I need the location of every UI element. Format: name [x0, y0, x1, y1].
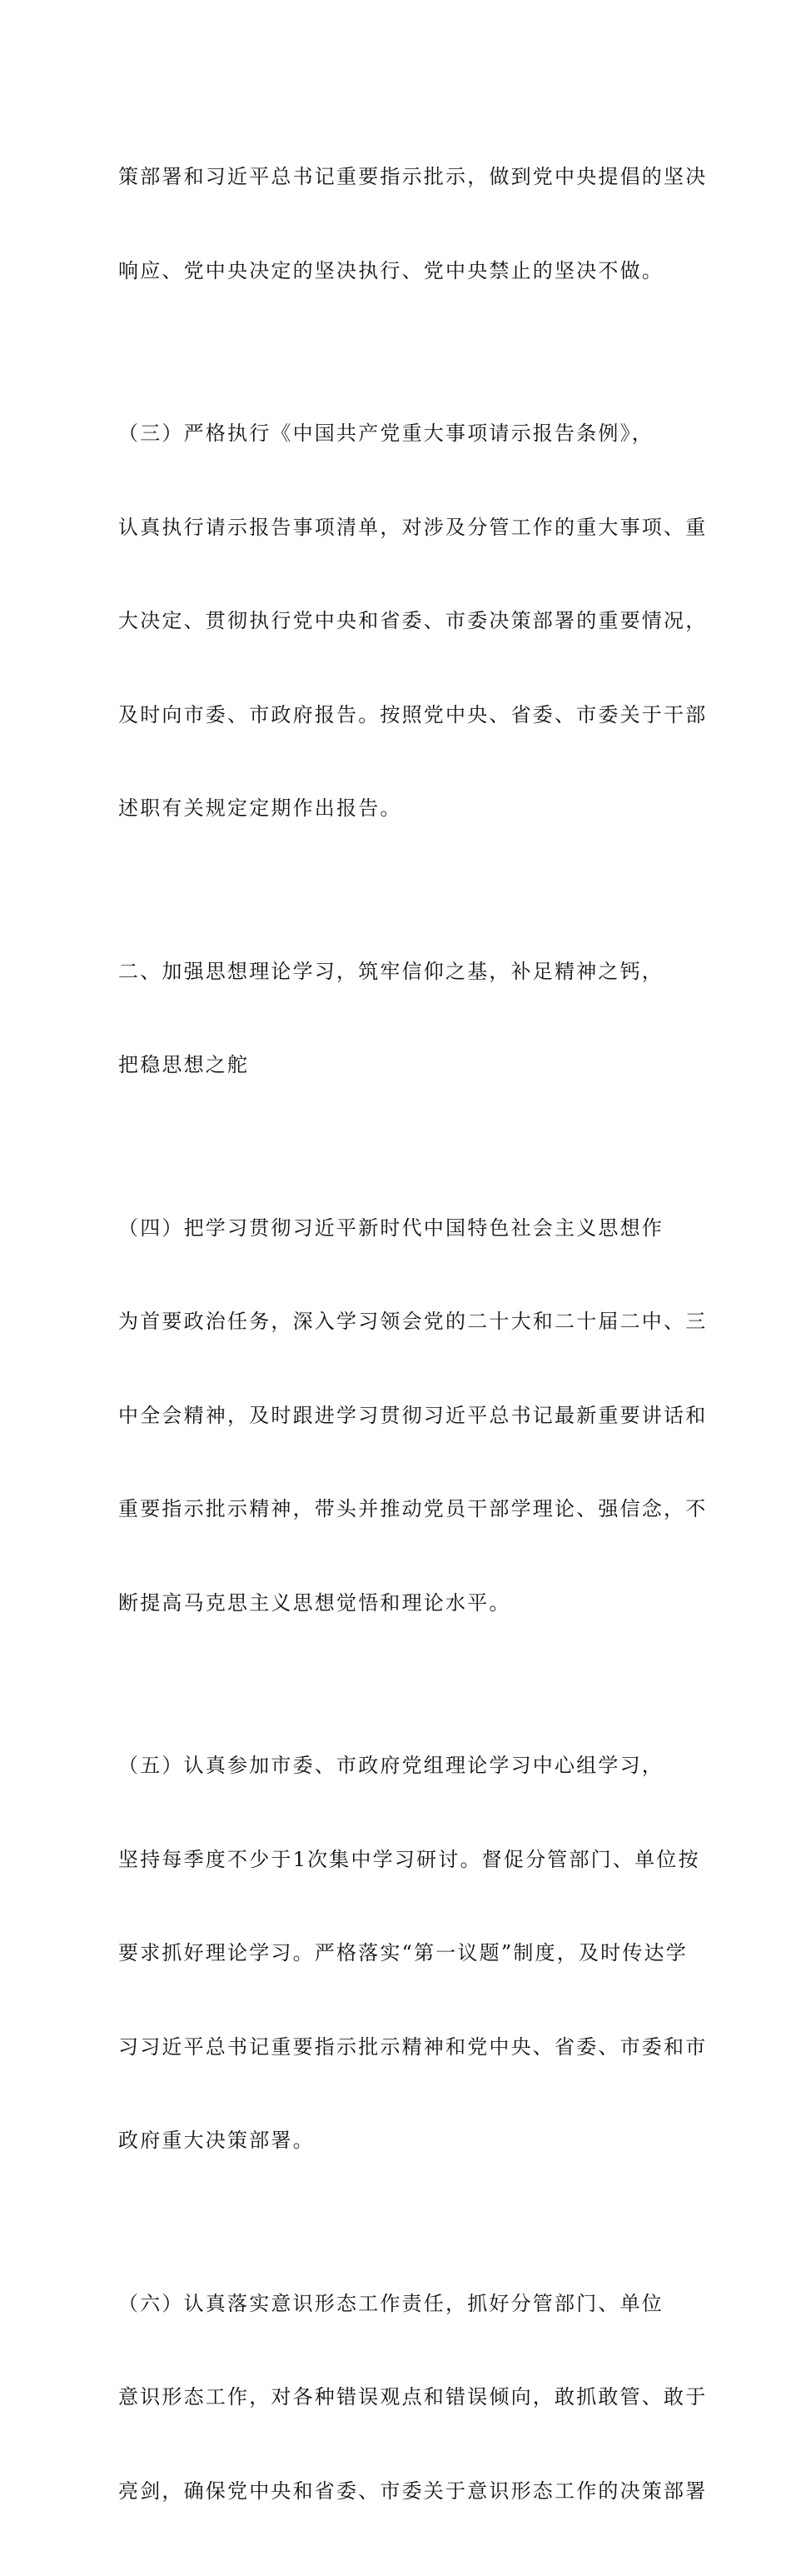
- text-line: 响应、党中央决定的坚决执行、党中央禁止的坚决不做。: [118, 258, 664, 282]
- paragraph-item-4: [118, 1151, 708, 1682]
- text-line: （四）把学习贯彻习近平新时代中国特色社会主义思想作: [118, 1216, 664, 1240]
- text-line: 为首要政治任务，深入学习领会党的二十大和二十届二中、三: [118, 1310, 708, 1333]
- paragraph-item-3: [118, 356, 708, 887]
- text-line: 认真执行请示报告事项清单，对涉及分管工作的重大事项、重: [118, 515, 708, 539]
- text-line: 二、加强思想理论学习，筑牢信仰之基，补足精神之钙，: [118, 959, 664, 983]
- document-body: [118, 99, 708, 2576]
- text-line: 中全会精神，及时跟进学习贯彻习近平总书记最新重要讲话和: [118, 1403, 708, 1427]
- section-heading-2: [118, 894, 684, 1144]
- paragraph-item-5: [118, 1688, 708, 2219]
- text-line: 重要指示批示精神，带头并推动党员干部学理论、强信念，不: [118, 1497, 708, 1520]
- text-line: （三）严格执行《中国共产党重大事项请示报告条例》，: [118, 422, 654, 445]
- text-line: 断提高马克思主义思想觉悟和理论水平。: [118, 1590, 511, 1615]
- paragraph-continuation: [118, 99, 708, 349]
- text-line: （五）认真参加市委、市政府党组理论学习中心组学习，: [118, 1754, 664, 1777]
- text-line: 及时向市委、市政府报告。按照党中央、省委、市委关于干部: [118, 702, 708, 726]
- text-line: 政府重大决策部署。: [118, 2129, 315, 2152]
- text-line: 要求抓好理论学习。严格落实“第一议题”制度，及时传达学: [118, 1941, 688, 1964]
- text-line: 习习近平总书记重要指示批示精神和党中央、省委、市委和市: [118, 2034, 708, 2059]
- text-line: 述职有关规定定期作出报告。: [118, 796, 402, 820]
- text-line: 意识形态工作，对各种错误观点和错误倾向，敢抓敢管、敢于: [118, 2385, 708, 2409]
- text-line: （六）认真落实意识形态工作责任，抓好分管部门、单位: [118, 2291, 664, 2315]
- text-line: 大决定、贯彻执行党中央和省委、市委决策部署的重要情况，: [118, 609, 708, 632]
- text-line: 把稳思想之舵: [118, 1053, 250, 1076]
- text-line: 亮剑，确保党中央和省委、市委关于意识形态工作的决策部署: [118, 2479, 708, 2503]
- paragraph-item-6: [118, 2226, 708, 2570]
- text-line: 策部署和习近平总书记重要指示批示，做到党中央提倡的坚决: [118, 165, 708, 188]
- text-line: 坚持每季度不少于1次集中学习研讨。督促分管部门、单位按: [118, 1847, 700, 1871]
